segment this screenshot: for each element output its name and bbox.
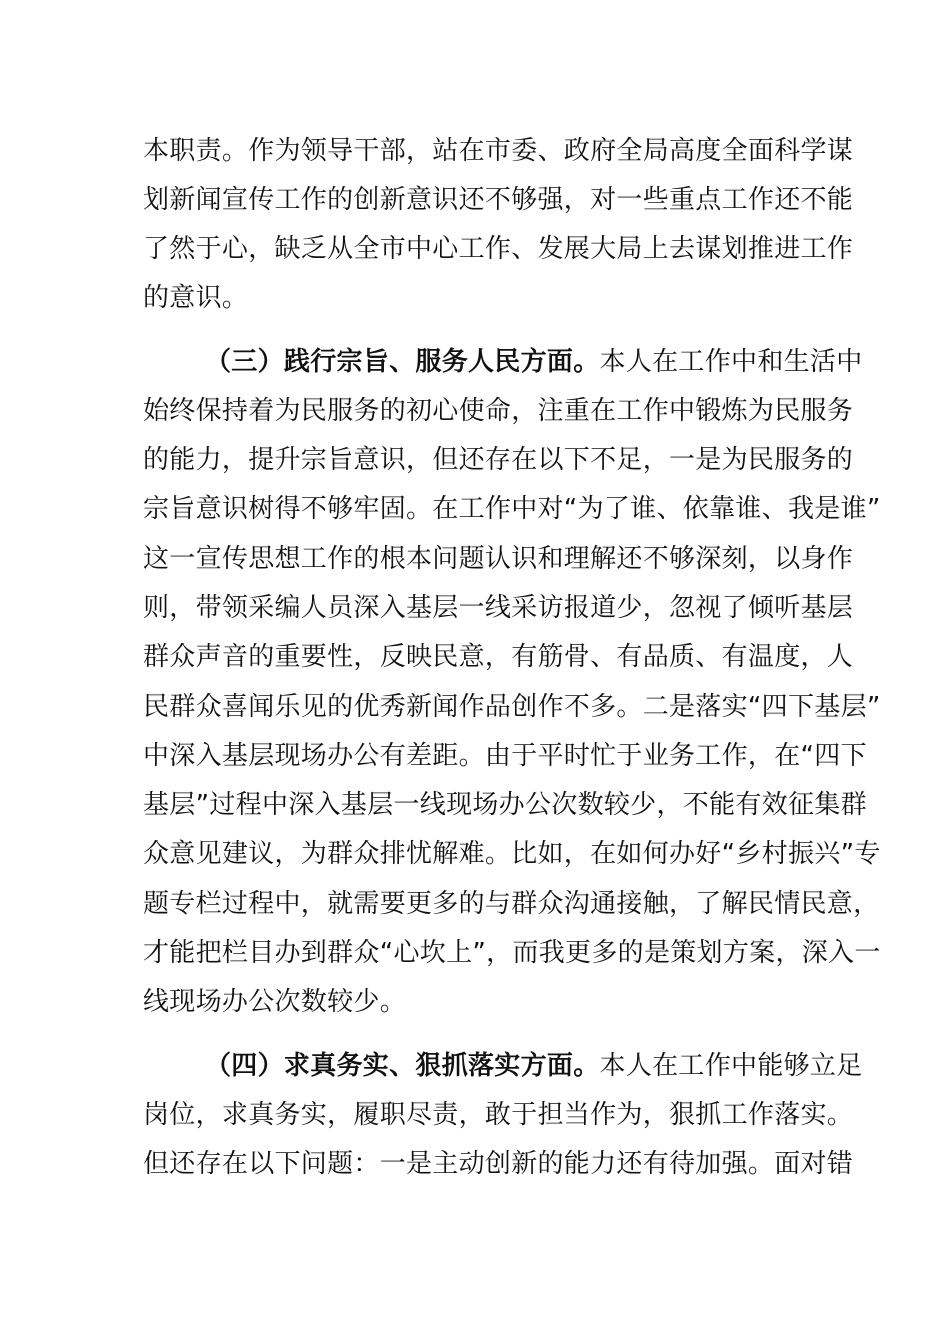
text-line: 民群众喜闻乐见的优秀新闻作品创作不多。二是落实“四下基层” [143, 692, 881, 722]
text-line: 岗位，求真务实，履职尽责，敢于担当作为，狠抓工作落实。 [143, 1100, 854, 1130]
text-line: 的意识。 [143, 283, 249, 313]
text-line: 本职责。作为领导干部，站在市委、政府全局高度全面科学谋 [143, 136, 854, 166]
paragraph-first-line [205, 1046, 863, 1086]
text-line: 划新闻宣传工作的创新意识还不够强，对一些重点工作还不能 [143, 185, 854, 215]
text-line: 才能把栏目办到群众“心坎上”，而我更多的是策划方案，深入一 [143, 938, 881, 968]
text-line: 了然于心，缺乏从全市中心工作、发展大局上去谋划推进工作 [143, 234, 854, 264]
section-heading-4: （四）求真务实、狠抓落实方面。 [205, 1051, 600, 1081]
text-line: 则，带领采编人员深入基层一线采访报道少，忽视了倾听基层 [143, 593, 854, 623]
text-line: 众意见建议，为群众排忧解难。比如，在如何办好“乡村振兴”专 [143, 839, 881, 869]
text-line: 中深入基层现场办公有差距。由于平时忙于业务工作，在“四下 [143, 741, 867, 771]
text-line: 的能力，提升宗旨意识，但还存在以下不足，一是为民服务的 [143, 445, 854, 475]
text-line: 这一宣传思想工作的根本问题认识和理解还不够深刻，以身作 [143, 544, 854, 574]
paragraph-text: 本人在工作中和生活中 [599, 347, 863, 377]
paragraph-first-line [205, 342, 863, 382]
text-line: 群众声音的重要性，反映民意，有筋骨、有品质、有温度，人 [143, 642, 854, 672]
section-heading-3: （三）践行宗旨、服务人民方面。 [205, 347, 600, 377]
paragraph-text: 本人在工作中能够立足 [599, 1051, 863, 1081]
text-line: 题专栏过程中，就需要更多的与群众沟通接触，了解民情民意， [143, 889, 880, 919]
text-line: 线现场办公次数较少。 [143, 987, 407, 1017]
text-line: 但还存在以下问题：一是主动创新的能力还有待加强。面对错 [143, 1149, 854, 1179]
text-line: 基层”过程中深入基层一线现场办公次数较少，不能有效征集群 [143, 790, 867, 820]
text-line: 宗旨意识树得不够牢固。在工作中对“为了谁、依靠谁、我是谁” [143, 494, 881, 524]
text-line: 始终保持着为民服务的初心使命，注重在工作中锻炼为民服务 [143, 396, 854, 426]
